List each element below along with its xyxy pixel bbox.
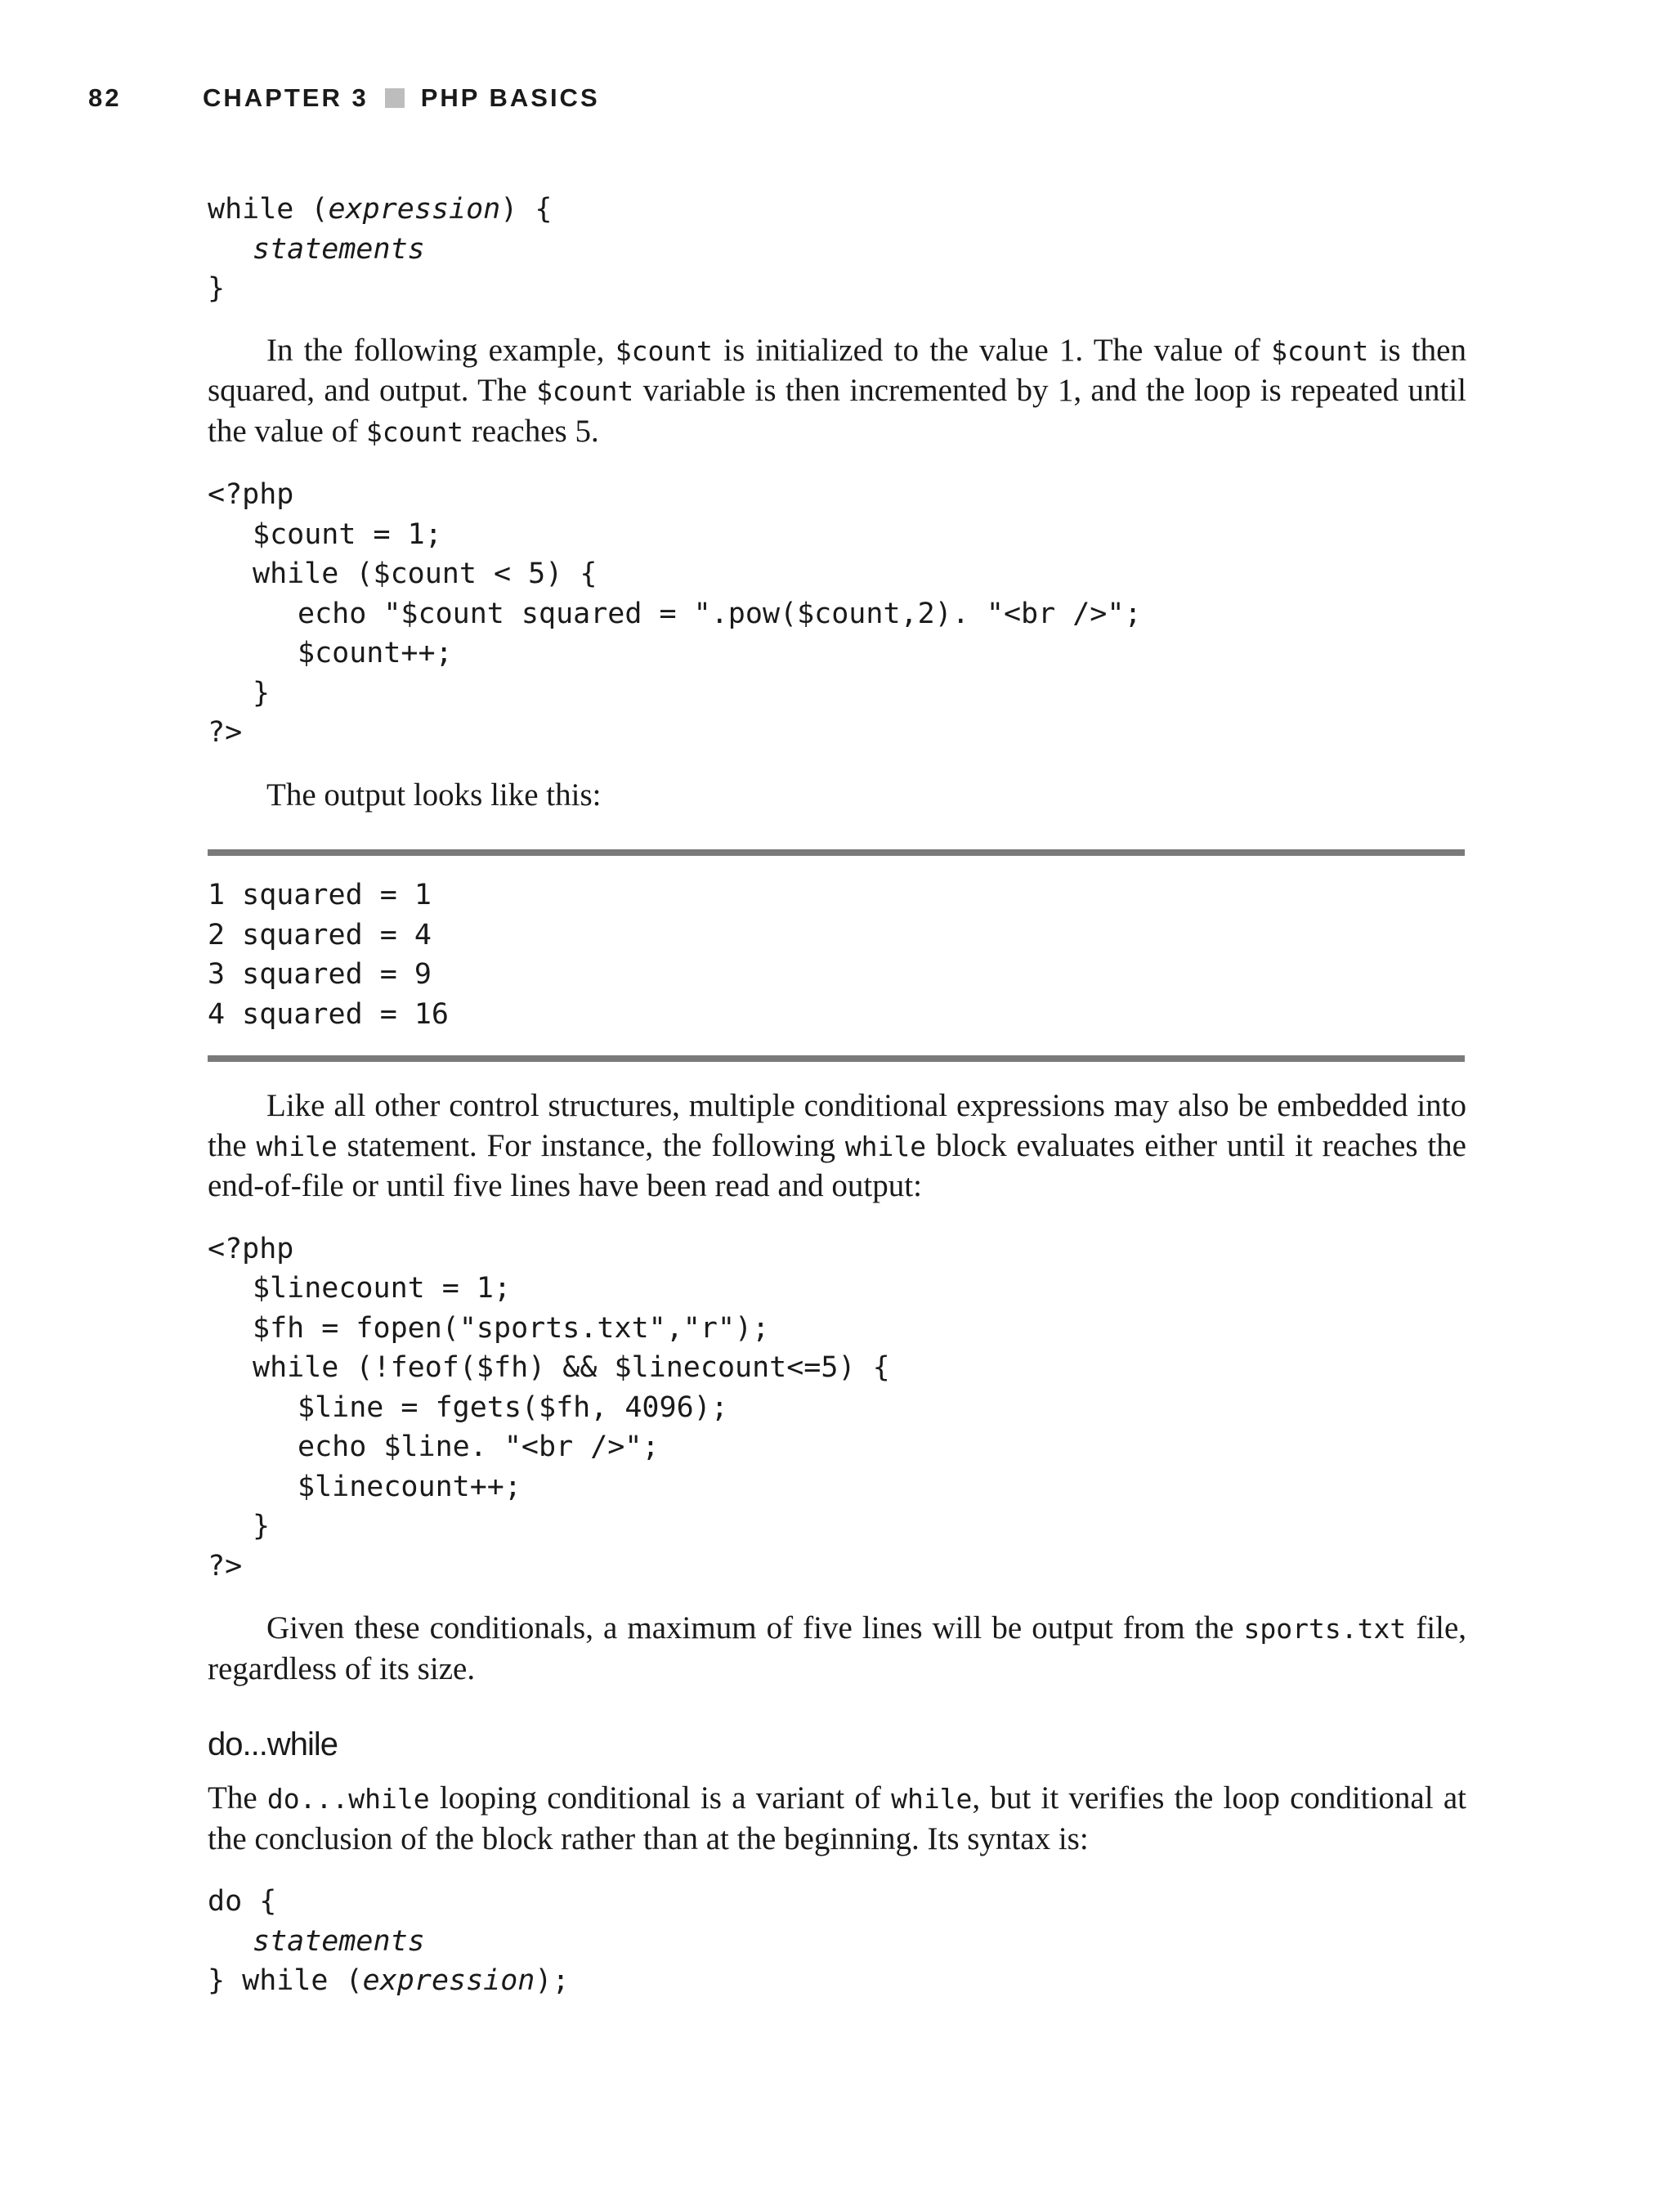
- chapter-label: CHAPTER 3: [203, 83, 369, 112]
- code-placeholder: statements: [253, 232, 425, 266]
- text-run: The: [208, 1780, 267, 1816]
- section-heading-do-while: do...while: [208, 1726, 338, 1762]
- inline-code: do...while: [266, 1783, 430, 1815]
- output-line: 1 squared = 1: [208, 879, 432, 911]
- code-line: do {: [208, 1885, 277, 1918]
- code-line: }: [253, 1510, 271, 1543]
- code-token: } while (: [208, 1964, 363, 1997]
- code-example-count: [208, 475, 1466, 753]
- page-content: [208, 190, 1466, 2001]
- text-run: Given these conditionals, a maximum of five lines will be output from the: [266, 1610, 1244, 1646]
- text-run: statement. For instance, the following: [337, 1127, 845, 1163]
- code-line: <?php: [208, 1232, 294, 1265]
- output-line: 4 squared = 16: [208, 997, 450, 1031]
- code-example-linecount: [208, 1229, 1466, 1587]
- text-run: file, regardless of its size.: [208, 1610, 1467, 1686]
- output-lines: [208, 875, 1465, 1034]
- text-run: is then squared, and output. The: [208, 332, 1466, 408]
- inline-code: while: [844, 1130, 927, 1162]
- code-placeholder: expression: [328, 193, 501, 226]
- while-syntax-block: [208, 190, 1466, 309]
- text-run: is initialized to the value 1. The value of: [712, 332, 1272, 368]
- output-line: 2 squared = 4: [208, 918, 432, 952]
- code-line: echo "$count squared = ".pow($count,2). "<br />";: [298, 597, 1142, 630]
- output-line: 3 squared = 9: [208, 958, 432, 991]
- code-line: ?>: [208, 1549, 243, 1583]
- output-box: [208, 849, 1465, 1062]
- code-line: [208, 190, 1466, 230]
- text-run: , but it verifies the loop conditional at the conclusion of the block rather than at the beginning. Its syntax is:: [208, 1780, 1466, 1856]
- code-line: }: [253, 676, 271, 710]
- code-line: while (!feof($fh) && $linecount<=5) {: [253, 1351, 890, 1384]
- code-line: <?php: [208, 478, 294, 511]
- do-while-syntax-block: [208, 1882, 1466, 2001]
- code-line: $fh = fopen("sports.txt","r");: [253, 1311, 770, 1345]
- code-line: }: [208, 272, 226, 305]
- paragraph-max-lines: [208, 1609, 1466, 1689]
- code-line: $count++;: [298, 637, 453, 669]
- inline-code: sports.txt: [1243, 1613, 1407, 1645]
- inline-code: $count: [1271, 334, 1369, 367]
- page-number: 82: [88, 83, 122, 112]
- code-line: $linecount++;: [298, 1470, 521, 1503]
- inline-code: $count: [536, 375, 634, 407]
- paragraph-do-while-intro: [208, 1779, 1466, 1859]
- code-line: echo $line. "<br />";: [298, 1431, 660, 1463]
- inline-code: $count: [615, 334, 713, 367]
- text-run: variable is then incremented by 1, and the loop is repeated until the value of: [208, 373, 1466, 449]
- code-line: $linecount = 1;: [253, 1272, 512, 1305]
- code-line: [208, 1961, 1466, 2001]
- inline-code: $count: [365, 415, 464, 448]
- code-line: $line = fgets($fh, 4096);: [298, 1390, 728, 1424]
- code-line: ?>: [208, 716, 243, 749]
- code-token: ) {: [500, 193, 553, 226]
- inline-code: while: [891, 1783, 973, 1815]
- chapter-title: PHP BASICS: [420, 83, 600, 112]
- paragraph-output-intro: The output looks like this:: [266, 777, 602, 813]
- code-line: while ($count < 5) {: [253, 557, 598, 590]
- code-line: [208, 230, 1466, 270]
- text-run: reaches 5.: [463, 413, 599, 449]
- header-separator-square: [385, 88, 405, 108]
- inline-code: while: [256, 1130, 338, 1162]
- paragraph-while-example: [208, 331, 1466, 453]
- code-line: $count = 1;: [253, 517, 442, 551]
- code-placeholder: statements: [253, 1924, 425, 1958]
- text-run: Like all other control structures, multiple conditional expressions may also be embedded into the: [208, 1088, 1466, 1163]
- code-token: while (: [208, 193, 329, 226]
- text-run: looping conditional is a variant of: [429, 1780, 892, 1816]
- code-line: [208, 1922, 1466, 1962]
- text-run: block evaluates either until it reaches the end-of-file or until five lines have been read and output:: [208, 1127, 1466, 1203]
- text-run: In the following example,: [266, 332, 615, 368]
- paragraph-multiple-conditionals: [208, 1086, 1466, 1207]
- code-placeholder: expression: [362, 1964, 535, 1997]
- running-header: [88, 80, 600, 116]
- code-token: );: [535, 1964, 570, 1997]
